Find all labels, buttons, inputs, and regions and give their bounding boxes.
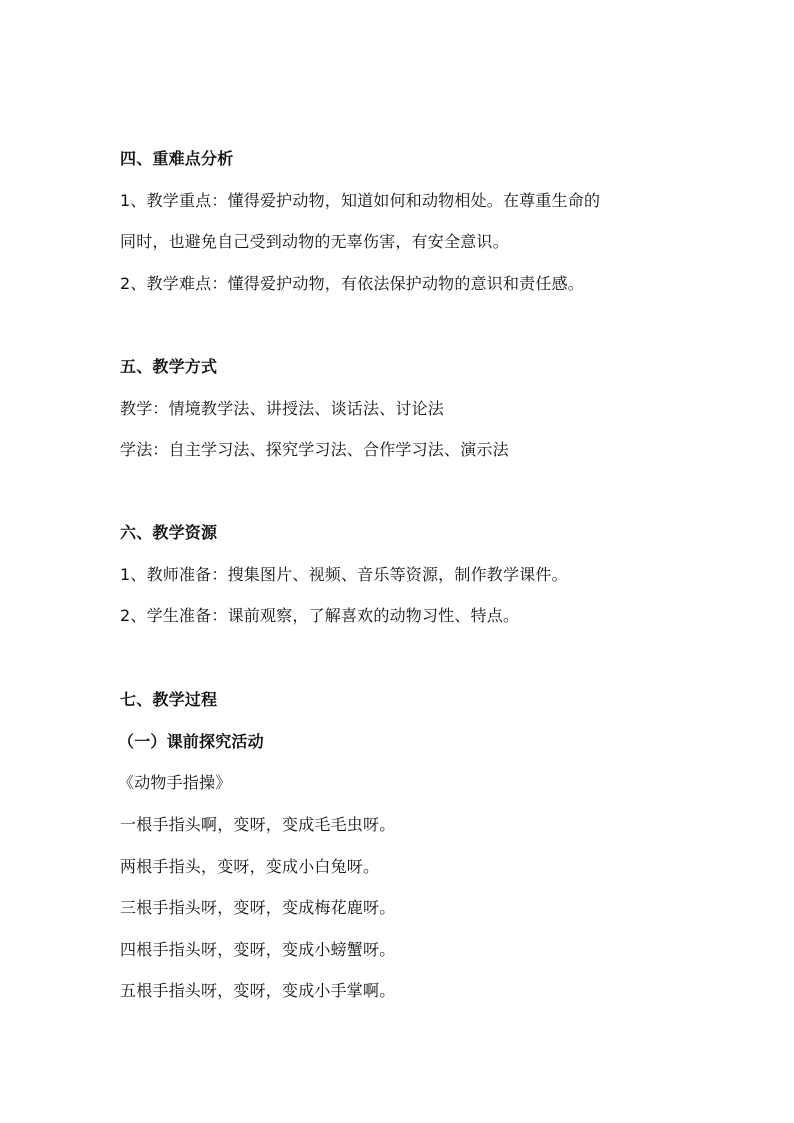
section-heading-difficulty-analysis: 四、重难点分析 xyxy=(120,149,234,168)
student-preparation-line: 2、学生准备：课前观察，了解喜欢的动物习性、特点。 xyxy=(120,606,520,625)
learning-method-line: 学法：自主学习法、探究学习法、合作学习法、演示法 xyxy=(120,440,509,459)
poem-line-4: 四根手指头呀，变呀，变成小螃蟹呀。 xyxy=(120,940,396,959)
section-heading-teaching-methods: 五、教学方式 xyxy=(120,357,218,376)
section-heading-teaching-resources: 六、教学资源 xyxy=(120,523,218,542)
teaching-method-line: 教学：情境教学法、讲授法、谈话法、讨论法 xyxy=(120,399,445,418)
poem-title: 《动物手指操》 xyxy=(118,773,232,792)
teaching-difficulty-line: 2、教学难点：懂得爱护动物，有依法保护动物的意识和责任感。 xyxy=(120,274,584,293)
poem-line-2: 两根手指头，变呀，变成小白兔呀。 xyxy=(120,857,380,876)
teaching-focus-line-1: 1、教学重点：懂得爱护动物，知道如何和动物相处。在尊重生命的 xyxy=(120,191,601,210)
subsection-heading-pre-class-activity: （一）课前探究活动 xyxy=(118,732,264,751)
teaching-focus-line-2: 同时，也避免自己受到动物的无辜伤害，有安全意识。 xyxy=(120,232,509,251)
poem-line-1: 一根手指头啊，变呀，变成毛毛虫呀。 xyxy=(120,815,396,834)
teacher-preparation-line: 1、教师准备：搜集图片、视频、音乐等资源，制作教学课件。 xyxy=(120,565,568,584)
section-heading-teaching-process: 七、教学过程 xyxy=(120,690,218,709)
poem-line-3: 三根手指头呀，变呀，变成梅花鹿呀。 xyxy=(120,898,396,917)
poem-line-5: 五根手指头呀，变呀，变成小手掌啊。 xyxy=(120,981,396,1000)
